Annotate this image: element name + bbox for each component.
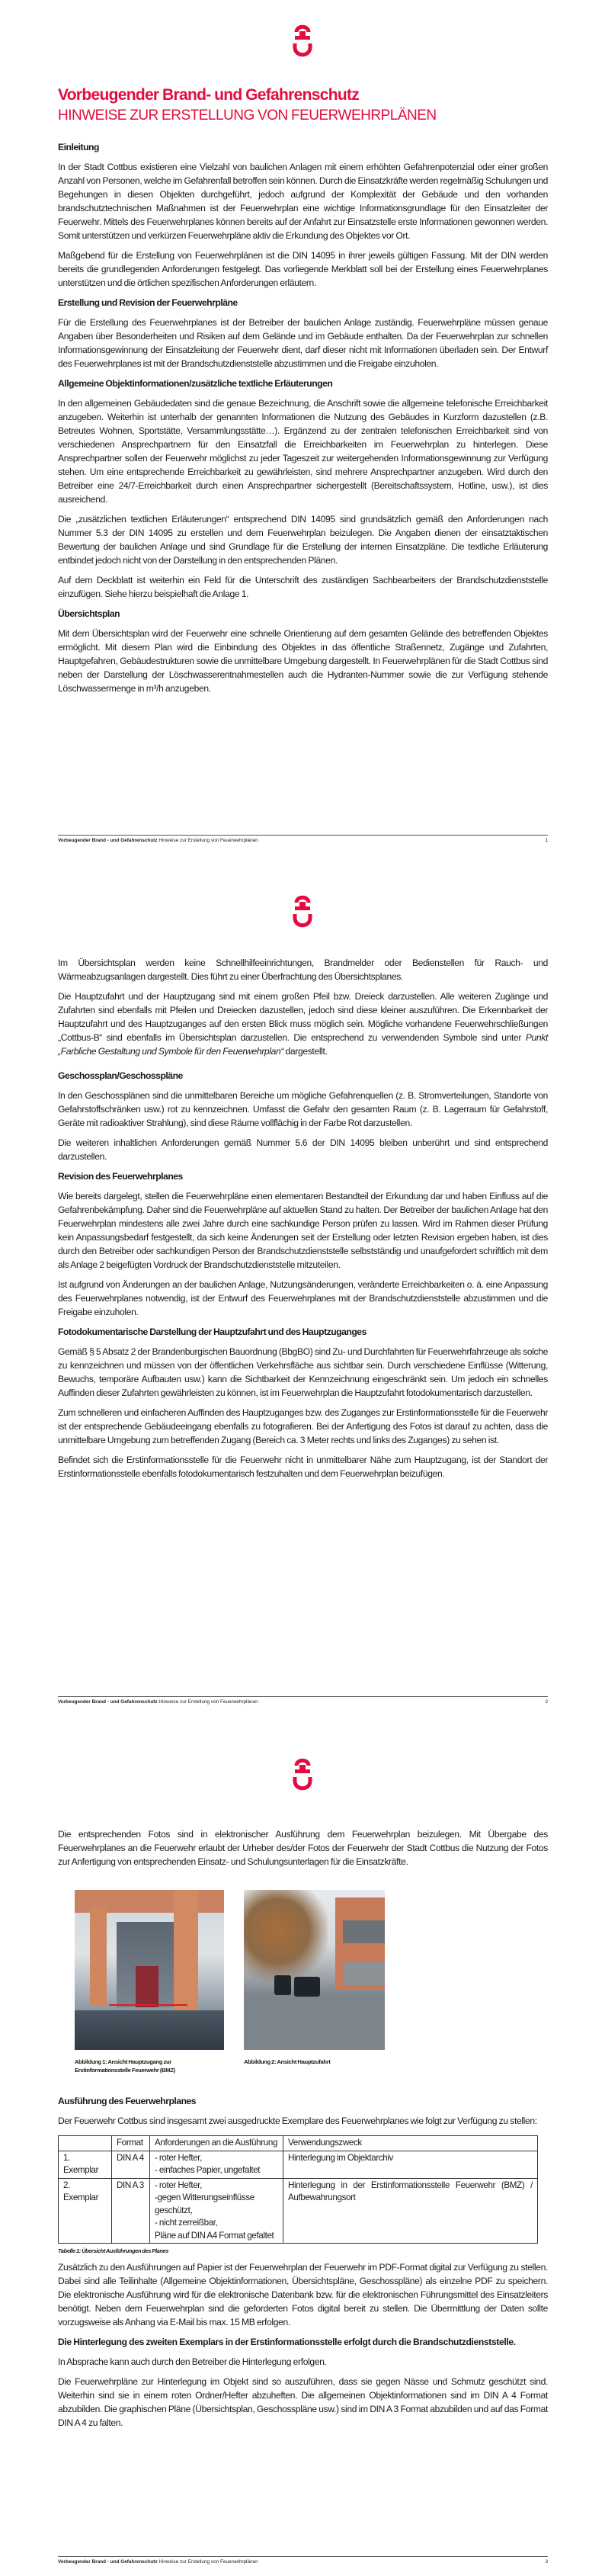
paragraph: Auf dem Deckblatt ist weiterhin ein Feld für die Unterschrift des zuständigen Sachbearbeiters der Brandschutzdienststelle einzufügen. Siehe hierzu beispielhaft die Anlage 1. xyxy=(58,575,548,599)
footer-department: Vorbeugender Brand - und Gefahrenschutz xyxy=(58,838,158,843)
table-row xyxy=(59,2151,538,2178)
page-1 xyxy=(0,0,605,858)
page-footer xyxy=(58,2556,548,2565)
page-2 xyxy=(0,858,605,1717)
cross-reference: Punkt „Farbliche Gestaltung und Symbole für den Feuerwehrplan“ xyxy=(58,1032,548,1057)
requirement-item: -gegen Witterungseinflüsse geschützt, xyxy=(155,2193,254,2215)
requirement-item: - roter Hefter, xyxy=(155,2152,203,2163)
section-heading-einleitung: Einleitung xyxy=(58,142,99,152)
requirement-item: - nicht zerreißbar, xyxy=(155,2218,218,2228)
paragraph xyxy=(58,990,548,1058)
paragraph: In den Geschossplänen sind die unmittelbaren Bereiche um mögliche Gefahrenquellen (z. B. Stromverteilungen, Standorte von Gefahrstoffschränken usw.) rot zu kennzeichnen. Umfasst die Gefahr den gesamten Raum (z. B. Lagerraum für Gefahrstoff, Geräte mit radioaktiver Strahlung), sind diese Räume vollflächig in der Farbe Rot darzustellen. xyxy=(58,1090,548,1128)
table-caption: Tabelle 1: Übersicht Ausführungen des Planes xyxy=(58,2247,169,2254)
photo-main-driveway xyxy=(244,1890,385,2050)
paragraph: Zum schnelleren und einfacheren Auffinden des Hauptzuganges bzw. des Zuganges zur Erstinformationsstelle für die Feuerwehr ist der entsprechende Gebäudeeingang ebenfalls zu fotografieren. Bei der Anfertigung des Fotos ist darauf zu achten, dass die unmittelbare Umgebung zum betreffenden Zugang (Bereich ca. 3 Meter rechts und links des Zuganges) zu sehen ist. xyxy=(58,1407,548,1445)
document-title: Vorbeugender Brand- und Gefahrenschutz xyxy=(58,86,360,104)
paragraph: Mit dem Übersichtsplan wird der Feuerwehr eine schnelle Orientierung auf dem gesamten Gelände des betreffenden Objektes ermöglicht. Mit diesem Plan wird die Einbindung des Objektes in das öffentliche Straßennetz, Zugänge und Zufahrten, Hauptgefahren, Gebäudestrukturen sowie die unmittelbare Umgebung dargestellt. In Feuerwehrplänen für die Stadt Cottbus sind neben der Darstellung der Löschwasserentnahmestellen auch die Hydranten-Nummer sowie die zur Verfügung stehende Löschwassermenge in m³/h anzugeben. xyxy=(58,628,548,694)
section-heading-ausfuehrung: Ausführung des Feuerwehrplanes xyxy=(58,2096,197,2106)
paragraph: Gemäß § 5 Absatz 2 der Brandenburgischen Bauordnung (BbgBO) sind Zu- und Durchfahrten für Feuerwehrfahrzeuge als solche zu kennzeichnen und müssen von der öffentlichen Verkehrsfläche aus sichtbar sein. Durch verschiedene Einflüsse (Witterung, Bewuchs, temporäre Aufbauten usw.) kann die Sichtbarkeit der Kennzeichnung eingeschränkt sein. Um jedoch ein schnelles Auffinden dieser Zufahrten gewährleisten zu können, ist im Feuerwehrplan die Hauptzufahrt fotodokumentarisch darzustellen. xyxy=(58,1346,548,1398)
cottbus-logo-icon xyxy=(293,1755,312,1793)
requirement-item: Pläne auf DIN A4 Format gefaltet xyxy=(155,2230,274,2241)
paragraph: Zusätzlich zu den Ausführungen auf Papier ist der Feuerwehrplan der Feuerwehr im PDF-Format digital zur Verfügung zu stellen. Dabei sind alle Teilinhalte (Allgemeine Objektinformationen, Übersichtspläne, Geschosspläne) als einzelne PDF zu speichern. Die elektronische Ausführung wird für die elektronische Datenbank bzw. für die elektronischen Führungsmittel des Einsatzleiters benötigt. Neben dem Feuerwehrplan sind die geforderten Fotos digital bereit zu stellen. Die Übermittlung der Daten sollte vorzugsweise als Anhang via E-Mail bis max. 15 MB erfolgen. xyxy=(58,2262,548,2327)
paragraph: Die weiteren inhaltlichen Anforderungen gemäß Nummer 5.6 der DIN 14095 bleiben unberührt und sind entsprechend darzustellen. xyxy=(58,1137,548,1162)
page-footer xyxy=(58,1696,548,1705)
table-cell: 1. Exemplar xyxy=(59,2151,112,2178)
paragraph: Im Übersichtsplan werden keine Schnellhilfeeinrichtungen, Brandmelder oder Bedienstellen für Rauch- und Wärmeabzugsanlagen dargestellt. Dies führt zu einer Überfrachtung des Übersichtsplanes. xyxy=(58,958,548,982)
table-cell: Hinterlegung in der Erstinformationsstelle Feuerwehr (BMZ) / Aufbewahrungsort xyxy=(283,2178,538,2244)
table-header-cell: Verwendungszweck xyxy=(283,2136,538,2151)
table-header-cell: Anforderungen an die Ausführung xyxy=(150,2136,283,2151)
document-subtitle: HINWEISE ZUR ERSTELLUNG VON FEUERWEHRPLÄNEN xyxy=(58,107,437,124)
table-cell xyxy=(150,2151,283,2178)
figure-caption: Abbildung 2: Ansicht Hauptzufahrt xyxy=(244,2058,331,2065)
footer-department: Vorbeugender Brand - und Gefahrenschutz xyxy=(58,2559,158,2565)
cottbus-logo-icon xyxy=(293,21,312,59)
section-heading-revision: Revision des Feuerwehrplanes xyxy=(58,1171,183,1182)
table-header-cell: Format xyxy=(112,2136,150,2151)
cottbus-logo-icon xyxy=(293,892,312,930)
requirement-item: - roter Hefter, xyxy=(155,2180,203,2190)
paragraph-text: dargestellt. xyxy=(283,1046,328,1057)
paragraph: Wie bereits dargelegt, stellen die Feuerwehrpläne einen elementaren Bestandteil der Erkundung dar und haben Einfluss auf die Gefahrenbekämpfung. Daher sind die Feuerwehrpläne auf aktuellen Stand zu halten. Der Betreiber der baulichen Anlage hat den Feuerwehrplan mindestens alle zwei Jahre durch eine sachkundige Person prüfen zu lassen. Wird im Rahmen dieser Prüfung kein Anpassungsbedarf festgestellt, da sich keine Änderungen seit der Erstellung oder letzten Revision ergeben haben, ist dies durch den Betreiber oder sachkundigen Person der Brandschutzdienststelle selbstständig und unaufgefordert schriftlich mit dem als Anlage 2 beigefügten Vordruck der Brandschutzdienststelle mitzuteilen. xyxy=(58,1191,548,1270)
footer-doc-title: Hinweise zur Erstellung von Feuerwehrplänen xyxy=(158,1699,258,1705)
table-header-row xyxy=(59,2136,538,2151)
page-footer xyxy=(58,835,548,844)
paragraph: In den allgemeinen Gebäudedaten sind die genaue Bezeichnung, die Anschrift sowie die allgemeine telefonische Erreichbarkeit anzugeben. Weiterhin ist unterhalb der genannten Informationen die Nutzung des Gebäudes in Kurzform dazustellen (z.B. Betreutes Wohnen, Sportstätte, Versammlungsstätte…). Ergänzend zu der zentralen telefonischen Erreichbarkeit sind von verschiedenen Ansprechpartnern für den Einsatzfall die Erreichbarkeiten im Feuerwehrplan zu hinterlegen. Diese Ansprechpartner sollen der Feuerwehr möglichst zu jeder Tageszeit zur weitergehenden Informationsgewinnung zur Verfügung stehen. Um eine entsprechende Erreichbarkeit zu gewährleisten, sind mehrere Ansprechpartner anzugeben. Wird durch den Betreiber eine 24/7-Erreichbarkeit durch einen Ansprechpartner sichergestellt (Bereitschaftssystem, Hotline, usw.), ist dies ausreichend. xyxy=(58,398,548,505)
figure-row xyxy=(75,1890,548,2074)
figure-1 xyxy=(75,1890,227,2074)
footer-doc-title: Hinweise zur Erstellung von Feuerwehrplänen xyxy=(158,838,258,843)
section-heading-fotodokumentation: Fotodokumentarische Darstellung der Hauptzufahrt und des Hauptzuganges xyxy=(58,1326,367,1337)
table-cell: DIN A 4 xyxy=(112,2151,150,2178)
table-cell: 2. Exemplar xyxy=(59,2178,112,2244)
paragraph: Die „zusätzlichen textlichen Erläuterungen“ entsprechend DIN 14095 sind grundsätzlich gemäß den Anforderungen nach Nummer 5.3 der DIN 14095 zu erstellen und dem Feuerwehrplan beizulegen. Die Angaben dienen der einsatztaktischen Bewertung der baulichen Anlage und sind Grundlage für die Erstellung der internen Einsatzpläne. Die textliche Erläuterung entbindet jedoch nicht von der Darstellung in den entsprechenden Plänen. xyxy=(58,514,548,566)
paragraph: Befindet sich die Erstinformationsstelle für die Feuerwehr nicht in unmittelbarer Nähe zum Hauptzugang, ist der Standort der Erstinformationsstelle ebenfalls fotodokumentarisch festzuhalten und dem Feuerwehrplan beizufügen. xyxy=(58,1455,548,1479)
section-heading-erstellung: Erstellung und Revision der Feuerwehrpläne xyxy=(58,297,238,308)
paragraph: Ist aufgrund von Änderungen an der baulichen Anlage, Nutzungsänderungen, veränderte Erreichbarkeiten o. ä. eine Anpassung des Feuerwehrplanes notwendig, ist der Entwurf des Feuerwehrplanes mit der Brandschutzdienststelle abzustimmen und die Freigabe einzuholen. xyxy=(58,1279,548,1317)
exemplar-table xyxy=(58,2135,538,2244)
requirement-item: - einfaches Papier, ungefaltet xyxy=(155,2165,261,2175)
section-heading-uebersichtsplan: Übersichtsplan xyxy=(58,608,120,619)
page-number: 3 xyxy=(545,2559,548,2565)
table-cell xyxy=(150,2178,283,2244)
paragraph: Für die Erstellung des Feuerwehrplanes ist der Betreiber der baulichen Anlage zuständig. Feuerwehrpläne müssen genaue Angaben über Besonderheiten und Risiken auf dem Gelände und im Gebäude enthalten. Da der Feuerwehrplan zur schnellen Informationsgewinnung der Einsatzleitung der Feuerwehr dient, darf dieser nicht mit Informationen überladen sein. Der Entwurf des Feuerwehrplanes ist mit der Brandschutzdienststelle abzustimmen und die Freigabe einzuholen. xyxy=(58,317,548,369)
footer-doc-title: Hinweise zur Erstellung von Feuerwehrplänen xyxy=(158,2559,258,2565)
figure-2 xyxy=(244,1890,389,2074)
section-heading-objektinformationen: Allgemeine Objektinformationen/zusätzliche textliche Erläuterungen xyxy=(58,378,333,389)
section-heading-geschossplan: Geschossplan/Geschosspläne xyxy=(58,1070,183,1081)
table-cell: Hinterlegung im Objektarchiv xyxy=(283,2151,538,2178)
paragraph: In der Stadt Cottbus existieren eine Vielzahl von baulichen Anlagen mit einem erhöhten Gefahrenpotenzial oder einer großen Anzahl von Personen, welche im Gefahrenfall betroffen sein können. Durch die Einsatzkräfte werden regelmäßig Schulungen und Begehungen in diesen Objekten durchgeführt, jedoch aufgrund der Komplexität der Gebäude und den vorhanden brandschutztechnischen Maßnahmen ist der Feuerwehrplan eine wichtige Informationsgrundlage für den Einsatzleiter der Feuerwehr. Mittels des Feuerwehrplanes können bereits auf der Anfahrt zur Einsatzstelle erste Informationen gewonnen werden. Somit unterstützen und verkürzen Feuerwehrpläne aktiv die Erkundung des Objektes vor Ort. xyxy=(58,162,549,241)
paragraph: Der Feuerwehr Cottbus sind insgesamt zwei ausgedruckte Exemplare des Feuerwehrplanes wie folgt zur Verfügung zu stellen: xyxy=(58,2116,537,2126)
table-row xyxy=(59,2178,538,2244)
page-3 xyxy=(0,1717,605,2576)
table-cell: DIN A 3 xyxy=(112,2178,150,2244)
paragraph-emphasis: Die Hinterlegung des zweiten Exemplars in der Erstinformationsstelle erfolgt durch die Brandschutzdienststelle. xyxy=(58,2337,516,2347)
photo-main-entrance xyxy=(75,1890,224,2050)
page-number: 1 xyxy=(545,838,548,843)
footer-department: Vorbeugender Brand - und Gefahrenschutz xyxy=(58,1699,158,1705)
paragraph: Maßgebend für die Erstellung von Feuerwehrplänen ist die DIN 14095 in ihrer jeweils gültigen Fassung. Mit der DIN werden bereits die grundlegenden Anforderungen festgelegt. Das vorliegende Merkblatt soll bei der Erstellung eines Feuerwehrplanes unterstützen und die örtlichen spezifischen Anforderungen erläutern. xyxy=(58,250,548,288)
table-header-cell xyxy=(59,2136,112,2151)
figure-caption: Abbildung 1: Ansicht Hauptzugang zur Erstinformationsstelle Feuerwehr (BMZ) xyxy=(75,2058,175,2074)
page-number: 2 xyxy=(545,1699,548,1705)
paragraph-text: Die Hauptzufahrt und der Hauptzugang sind mit einem großen Pfeil bzw. Dreieck darzustellen. Alle weiteren Zugänge und Zufahrten sind ebenfalls mit Pfeilen und Dreiecken dazustellen, jedoch sind diese kleiner auszuführen. Die Erkennbarkeit der Hauptzufahrt und des Hauptzuganges auf den ersten Blick muss möglich sein. Mögliche vorhandene Feuerwehrschließungen „Cottbus-B“ sind ebenfalls im Übersichtsplan darzustellen. Die entsprechend zu verwendenden Symbole sind unter xyxy=(58,991,548,1043)
paragraph: Die entsprechenden Fotos sind in elektronischer Ausführung dem Feuerwehrplan beizulegen. Mit Übergabe des Feuerwehrplanes an die Feuerwehr erlaubt der Urheber des/der Fotos der Feuerwehr der Stadt Cottbus die Nutzung der Fotos zur Anfertigung von entsprechenden Einsatz- und Schulungsunterlagen für die Einsatzkräfte. xyxy=(58,1829,548,1867)
paragraph: In Absprache kann auch durch den Betreiber die Hinterlegung erfolgen. xyxy=(58,2356,327,2367)
paragraph: Die Feuerwehrpläne zur Hinterlegung im Objekt sind so auszuführen, dass sie gegen Nässe und Schmutz geschützt sind. Weiterhin sind sie in einem roten Ordner/Hefter abzuheften. Die allgemeinen Objektinformationen sind im DIN A 4 Format abzubilden. Die graphischen Pläne (Übersichtsplan, Geschosspläne usw.) sind im DIN A 3 Format abzubilden und auf das Format DIN A 4 zu falten. xyxy=(58,2376,548,2428)
